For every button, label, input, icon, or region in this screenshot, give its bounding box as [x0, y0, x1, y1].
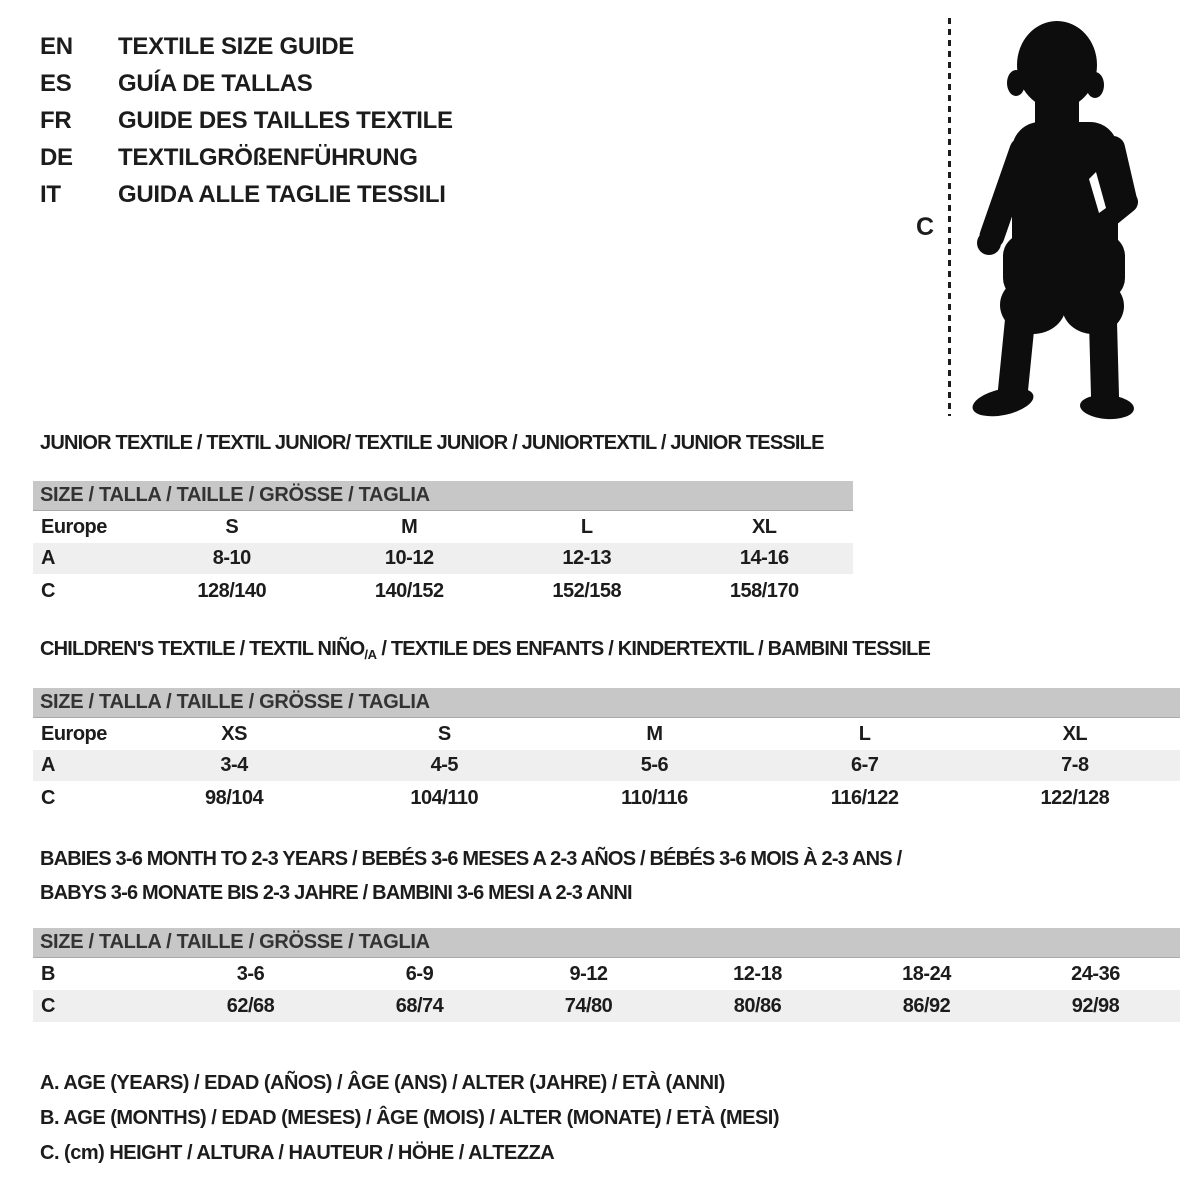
row-label-cell: C [41, 579, 55, 602]
table-row [33, 750, 1180, 781]
children-size-table [33, 718, 1180, 815]
lang-title: GUIDA ALLE TAGLIE TESSILI [118, 180, 446, 208]
lang-code: DE [40, 143, 73, 171]
row-label-cell: A [41, 547, 55, 569]
size-table-babies [33, 928, 1180, 1022]
babies-size-table [33, 958, 1180, 1022]
size-cell: M [646, 722, 663, 745]
lang-code: EN [40, 32, 73, 60]
size-cell: 14-16 [739, 547, 789, 569]
lang-row-es [40, 65, 453, 102]
size-cell: S [437, 722, 451, 745]
table-row [33, 574, 853, 608]
section-title-children [40, 638, 930, 661]
lang-row-fr [40, 102, 453, 139]
height-measure-dashed-line [948, 18, 951, 416]
row-label-cell: B [41, 962, 55, 985]
size-cell: 92/98 [1071, 994, 1120, 1017]
size-header-bar: SIZE / TALLA / TAILLE / GRÖSSE / TAGLIA [33, 688, 1180, 718]
size-cell: 10-12 [384, 547, 434, 569]
size-cell: 4-5 [430, 754, 458, 776]
section-title-babies-line1: BABIES 3-6 MONTH TO 2-3 YEARS / BEBÉS 3-6 MESES A 2-3 AÑOS / BÉBÉS 3-6 MOIS À 2-3 ANS / [40, 848, 902, 870]
lang-row-en [40, 28, 453, 65]
legend-line-a: A. AGE (YEARS) / EDAD (AÑOS) / ÂGE (ANS) / ALTER (JAHRE) / ETÀ (ANNI) [40, 1072, 725, 1094]
title-part: CHILDREN'S TEXTILE / TEXTIL NIÑO [40, 638, 365, 660]
size-cell: XS [221, 722, 247, 745]
size-cell: 12-18 [733, 962, 782, 985]
size-cell: 80/86 [733, 994, 782, 1017]
size-table-children [33, 688, 1180, 815]
size-cell: L [858, 722, 871, 745]
size-cell: 86/92 [902, 994, 951, 1017]
size-cell: 128/140 [197, 579, 267, 602]
size-cell: 152/158 [552, 579, 622, 602]
lang-code: IT [40, 180, 61, 208]
size-cell: 104/110 [410, 786, 479, 809]
size-cell: 122/128 [1040, 786, 1110, 809]
size-cell: 7-8 [1061, 754, 1089, 776]
height-measure-c-label: C [916, 213, 935, 241]
size-cell: 6-9 [405, 962, 434, 985]
measurement-legend [40, 1066, 779, 1171]
legend-line-c: C. (cm) HEIGHT / ALTURA / HAUTEUR / HÖHE / ALTEZZA [40, 1142, 555, 1164]
size-cell: 74/80 [564, 994, 613, 1017]
size-cell: S [225, 515, 239, 538]
legend-line-b: B. AGE (MONTHS) / EDAD (MESES) / ÂGE (MOIS) / ALTER (MONATE) / ETÀ (MESI) [40, 1107, 780, 1129]
size-cell: L [580, 515, 593, 538]
row-label-cell: Europe [41, 722, 107, 745]
size-cell: 6-7 [850, 754, 879, 776]
title-part: / TEXTILE DES ENFANTS / KINDERTEXTIL / BAMBINI TESSILE [376, 638, 931, 660]
size-header-bar: SIZE / TALLA / TAILLE / GRÖSSE / TAGLIA [33, 481, 853, 511]
lang-row-de [40, 139, 453, 176]
lang-title: TEXTILE SIZE GUIDE [118, 32, 354, 60]
row-label-cell: C [41, 994, 55, 1017]
size-cell: 110/116 [621, 786, 688, 809]
lang-title: TEXTILGRÖßENFÜHRUNG [118, 143, 418, 171]
size-cell: 12-13 [562, 547, 612, 569]
size-cell: 68/74 [395, 994, 444, 1017]
size-header-bar: SIZE / TALLA / TAILLE / GRÖSSE / TAGLIA [33, 928, 1180, 958]
row-label-cell: A [41, 754, 55, 776]
lang-title: GUIDE DES TAILLES TEXTILE [118, 106, 453, 134]
size-cell: 5-6 [640, 754, 669, 776]
size-cell: 3-4 [220, 754, 248, 776]
size-cell: 8-10 [212, 547, 251, 569]
table-row [33, 543, 853, 574]
junior-size-table [33, 511, 853, 608]
table-row [33, 990, 1180, 1022]
title-subscript: /A [364, 647, 377, 662]
size-cell: 9-12 [569, 962, 608, 985]
table-row [33, 718, 1180, 750]
size-cell: XL [1062, 722, 1088, 745]
size-cell: 24-36 [1071, 962, 1120, 985]
size-cell: 116/122 [830, 786, 899, 809]
section-title-babies-line2: BABYS 3-6 MONATE BIS 2-3 JAHRE / BAMBINI 3-6 MESI A 2-3 ANNI [40, 882, 632, 904]
table-row [33, 958, 1180, 990]
size-cell: 18-24 [902, 962, 951, 985]
size-cell: M [401, 515, 418, 538]
toddler-silhouette-icon [965, 12, 1140, 422]
size-cell: 158/170 [729, 579, 799, 602]
lang-title: GUÍA DE TALLAS [118, 69, 313, 97]
size-cell: 140/152 [374, 579, 444, 602]
size-table-junior [33, 481, 853, 608]
lang-code: FR [40, 106, 72, 134]
size-cell: XL [751, 515, 777, 538]
table-row [33, 511, 853, 543]
table-row [33, 781, 1180, 815]
row-label-cell: C [41, 786, 55, 809]
section-title-junior: JUNIOR TEXTILE / TEXTIL JUNIOR/ TEXTILE JUNIOR / JUNIORTEXTIL / JUNIOR TESSILE [40, 432, 824, 454]
size-cell: 3-6 [236, 962, 265, 985]
size-cell: 98/104 [205, 786, 264, 809]
row-label-cell: Europe [41, 515, 107, 538]
language-title-list [40, 28, 453, 213]
lang-code: ES [40, 69, 72, 97]
size-cell: 62/68 [226, 994, 275, 1017]
lang-row-it [40, 176, 453, 213]
